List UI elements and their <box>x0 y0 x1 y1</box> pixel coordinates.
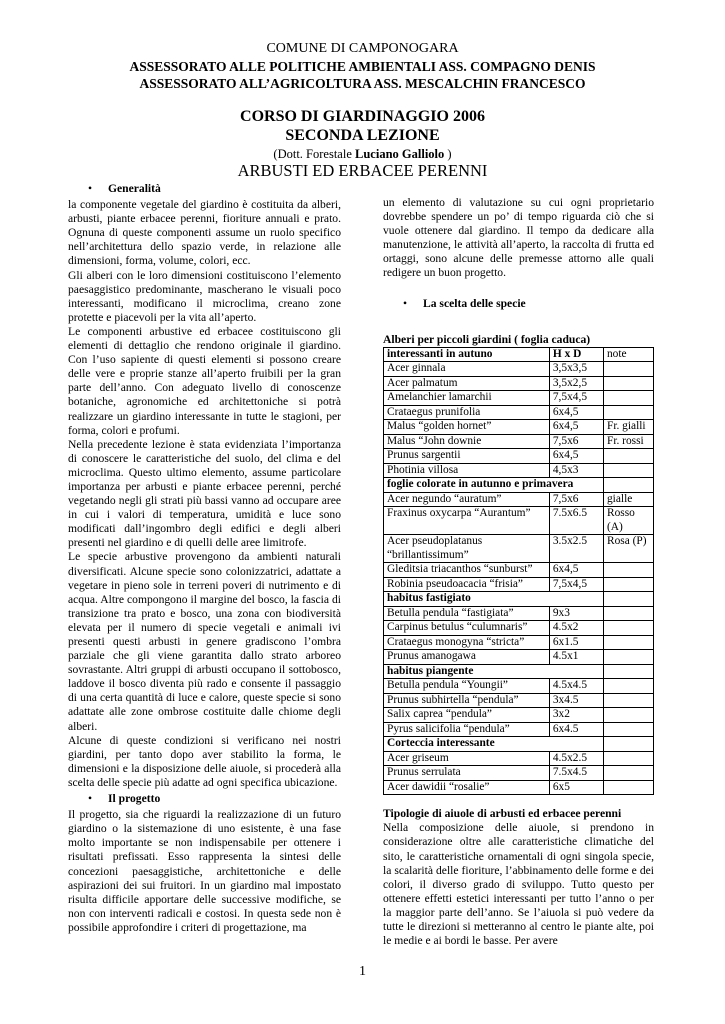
table-row <box>384 507 654 535</box>
table-section-label: habitus fastigiato <box>384 592 604 607</box>
table-cell: 7.5x4.5 <box>549 766 603 781</box>
table-cell: Acer palmatum <box>384 376 550 391</box>
table-row <box>384 693 654 708</box>
table-cell: Acer negundo “auratum” <box>384 492 550 507</box>
table-cell <box>603 635 653 650</box>
paragraph: Alcune di queste condizioni si verificano nei nostri giardini, per tanto dopo aver stabilito la forma, le dimensioni e la disposizione delle aiuole, si procederà alla scelta delle specie più adatte ad ogni specifica ubicazione. <box>68 733 341 789</box>
section-heading-generalita <box>68 182 341 196</box>
course-title: CORSO DI GIARDINAGGIO 2006 <box>240 108 485 125</box>
table-cell: 9x3 <box>549 606 603 621</box>
table-cell: 4.5x1 <box>549 650 603 665</box>
left-column <box>68 180 341 935</box>
table-cell: Photinia villosa <box>384 463 550 478</box>
table-cell: Fraxinus oxycarpa “Aurantum” <box>384 507 550 535</box>
table-cell <box>603 722 653 737</box>
table-cell <box>603 449 653 464</box>
table-cell: 4.5x2 <box>549 621 603 636</box>
table-row <box>384 563 654 578</box>
table-cell: 3x2 <box>549 708 603 723</box>
table-row <box>384 621 654 636</box>
table-cell: 3,5x2,5 <box>549 376 603 391</box>
bullet-icon: • <box>88 182 93 195</box>
table-row <box>384 606 654 621</box>
table-cell: Carpinus betulus “culumnaris” <box>384 621 550 636</box>
table-cell: Fr. gialli <box>603 420 653 435</box>
table-cell: Robinia pseudoacacia “frisia” <box>384 577 550 592</box>
section-heading-progetto <box>68 792 341 806</box>
paragraph: Gli alberi con le loro dimensioni costituiscono l’elemento paesaggistico predominante, mascherano le visuali poco interessanti, modificano il microclima, creano zone protette e piacevoli per la vita all’aperto. <box>68 268 341 324</box>
subsection-title: Tipologie di aiuole di arbusti ed erbacee perenni <box>383 807 622 821</box>
table-cell <box>603 780 653 795</box>
header-office-agriculture: ASSESSORATO ALL’AGRICOLTURA ASS. MESCALCHIN FRANCESCO <box>139 76 586 91</box>
table-row <box>384 420 654 435</box>
table-section-row <box>384 478 654 493</box>
table-cell <box>603 650 653 665</box>
paragraph: Le specie arbustive provengono da ambienti naturali diversificati. Alcune specie sono colonizzatrici, adattate a vegetare in pieno sole in terreni poveri di nutrimento e di acqua. Altre compongono il margine del bosco, la fascia di transizione tra prato e bosco, una zona con biodiversità elevata per il numero di specie vegetali e animali ivi presenti questi arbusti in genere gradiscono l’ombra parziale che gli viene garantita dallo strato arboreo sovrastante. Altri gruppi di arbusti occupano il sottobosco, laddove il bosco diventa più rado e consente il passaggio di una certa quantità di luce e calore, queste specie si sono adattate alle zone ombrose costituite dalle chiome degli alberi. <box>68 550 341 733</box>
paragraph: Nella composizione delle aiuole, si prendono in considerazione oltre alle caratteristiche climatiche del sito, le caratteristiche ornamentali di ogni singola specie, la scalarità delle fioriture, l’abbinamento delle forme e dei colori, il diverso grado di sviluppo. Tutto questo per ottenere effetti estetici interessanti per tutto l’anno o per la maggior parte dell’anno. Se l’aiuola si può vedere da tutte le direzioni si metteranno al centro le piante alte, poi le medie e ai bordi le basse. Per avere <box>383 821 654 948</box>
table-cell: Crataegus monogyna “stricta” <box>384 635 550 650</box>
table-row <box>384 650 654 665</box>
table-cell: Rosso (A) <box>603 507 653 535</box>
table-row <box>384 492 654 507</box>
table-cell: Prunus subhirtella “pendula” <box>384 693 550 708</box>
table-cell: Amelanchier lamarchii <box>384 391 550 406</box>
table-cell <box>603 592 653 607</box>
table-cell: Malus “golden hornet” <box>384 420 550 435</box>
table-header-cell: interessanti in autuno <box>384 347 550 362</box>
lesson-subtitle: ARBUSTI ED ERBACEE PERENNI <box>237 161 488 180</box>
table-row <box>384 535 654 563</box>
bullet-icon: • <box>403 296 408 310</box>
table-cell: Fr. rossi <box>603 434 653 449</box>
table-header-row <box>384 347 654 362</box>
table-cell: 6x4.5 <box>549 722 603 737</box>
table-cell: Betulla pendula “Youngii” <box>384 679 550 694</box>
table-cell: 7,5x6 <box>549 492 603 507</box>
table-row <box>384 780 654 795</box>
right-column <box>383 196 654 948</box>
section-heading-scelta-specie <box>383 297 654 311</box>
author-name: Luciano Galliolo <box>355 147 445 161</box>
table-cell: 7,5x6 <box>549 434 603 449</box>
table-row <box>384 635 654 650</box>
table-row <box>384 577 654 592</box>
table-cell: 7,5x4,5 <box>549 391 603 406</box>
table-cell: 3x4.5 <box>549 693 603 708</box>
table-section-label: foglie colorate in autunno e primavera <box>384 478 604 493</box>
table-cell: Malus “John downie <box>384 434 550 449</box>
paragraph: la componente vegetale del giardino è costituita da alberi, arbusti, piante erbacee perenni, fioriture annuali e prato. Ognuna di queste componenti assume un ruolo specifico nell’architettura dello spazio verde, in relazione alle dimensioni, forma, volume, colori, ecc. <box>68 198 341 268</box>
table-cell: 6x4,5 <box>549 449 603 464</box>
table-cell <box>603 405 653 420</box>
table-row <box>384 405 654 420</box>
table-cell: 3.5x2.5 <box>549 535 603 563</box>
table-header-cell: H x D <box>549 347 603 362</box>
author-line <box>0 147 725 162</box>
table-cell: Acer griseum <box>384 751 550 766</box>
table-section-label: habitus piangente <box>384 664 604 679</box>
table-cell: Acer ginnala <box>384 362 550 377</box>
table-cell <box>603 391 653 406</box>
table-cell <box>603 766 653 781</box>
table-cell: Salix caprea “pendula” <box>384 708 550 723</box>
table-row <box>384 362 654 377</box>
table-cell: 7.5x6.5 <box>549 507 603 535</box>
lesson-title: SECONDA LEZIONE <box>285 127 440 144</box>
table-title: Alberi per piccoli giardini ( foglia caduca) <box>383 332 591 346</box>
table-section-row <box>384 592 654 607</box>
section-heading-label: Generalità <box>108 182 161 195</box>
table-cell: 6x4,5 <box>549 405 603 420</box>
table-cell: Prunus amanogawa <box>384 650 550 665</box>
table-cell: 4,5x3 <box>549 463 603 478</box>
table-cell: Prunus sargentii <box>384 449 550 464</box>
table-cell <box>603 621 653 636</box>
author-prefix: (Dott. Forestale <box>273 147 356 161</box>
table-section-row <box>384 737 654 752</box>
table-row <box>384 766 654 781</box>
page-number: 1 <box>359 964 366 979</box>
table-cell: Crataegus prunifolia <box>384 405 550 420</box>
table-cell: Rosa (P) <box>603 535 653 563</box>
table-cell <box>603 362 653 377</box>
table-cell <box>603 679 653 694</box>
table-row <box>384 463 654 478</box>
table-row <box>384 722 654 737</box>
table-section-label: Corteccia interessante <box>384 737 604 752</box>
table-cell: Gleditsia triacanthos “sunburst” <box>384 563 550 578</box>
section-heading-label: La scelta delle specie <box>423 296 526 310</box>
table-cell: 7,5x4,5 <box>549 577 603 592</box>
species-table <box>383 347 654 796</box>
bullet-icon: • <box>88 792 93 806</box>
table-cell: 3,5x3,5 <box>549 362 603 377</box>
table-cell: Pyrus salicifolia “pendula” <box>384 722 550 737</box>
table-row <box>384 679 654 694</box>
header-municipality: COMUNE DI CAMPONOGARA <box>266 41 459 56</box>
author-suffix: ) <box>444 147 452 161</box>
table-cell: 6x5 <box>549 780 603 795</box>
paragraph: un elemento di valutazione su cui ogni proprietario dovrebbe spendere un po’ di tempo riguarda ciò che si vuole ottenere dal giardino. Il tempo da dedicare alla manutenzione, le attività all’aperto, la raccolta di frutta ed ortaggi, sono alcune delle premesse attorno alle quali redigere un buon progetto. <box>383 196 654 280</box>
table-cell: Prunus serrulata <box>384 766 550 781</box>
table-cell: 4.5x4.5 <box>549 679 603 694</box>
table-cell: 6x1.5 <box>549 635 603 650</box>
table-cell: Acer dawidii “rosalie” <box>384 780 550 795</box>
table-cell <box>603 737 653 752</box>
table-row <box>384 391 654 406</box>
table-cell: 6x4,5 <box>549 420 603 435</box>
header-office-environment: ASSESSORATO ALLE POLITICHE AMBIENTALI ASS. COMPAGNO DENIS <box>129 59 596 74</box>
table-cell: gialle <box>603 492 653 507</box>
table-section-row <box>384 664 654 679</box>
paragraph: Le componenti arbustive ed erbacee costituiscono gli elementi di dettaglio che rendono originale il giardino. Con l’uso sapiente di questi elementi si possono creare delle vere e proprie stanze all’aperto fruibili per la gran parte dell’anno. Con adeguato livello di conoscenze botaniche, agronomiche ed architettoniche si potrà realizzare un giardino interessante in tutte le stagioni, per forma, colori e profumi. <box>68 324 341 437</box>
table-cell <box>603 664 653 679</box>
table-cell: 6x4,5 <box>549 563 603 578</box>
table-row <box>384 751 654 766</box>
table-cell <box>603 478 653 493</box>
table-cell <box>603 563 653 578</box>
table-cell <box>603 708 653 723</box>
table-cell <box>603 463 653 478</box>
paragraph: Nella precedente lezione è stata evidenziata l’importanza di conoscere le caratteristiche del suolo, del clima e del microclima. Questo ultimo elemento, assume particolare importanza per arbusti e piante erbacee perenni, perché vegetando negli gli strati più bassi vanno ad occupare aree in cui i valori di temperatura, umidità e luce sono modificati dall’ingombro degli edifici e degli alberi presenti nel giardino e di quelli delle aree limitrofe. <box>68 437 341 550</box>
table-row <box>384 376 654 391</box>
table-row <box>384 434 654 449</box>
table-header-cell: note <box>603 347 653 362</box>
section-heading-label: Il progetto <box>108 792 161 806</box>
table-cell <box>603 751 653 766</box>
paragraph: Il progetto, sia che riguardi la realizzazione di un futuro giardino o la sistemazione di uno esistente, è una fase molto importante se non indispensabile per ottenere i risultati prefissati. Esso rappresenta la sintesi delle concezioni paesaggistiche, architettoniche e delle aspirazioni dei sui fruitori. In un giardino mal impostato risulta difficile apportare delle successive modifiche, se non con interventi radicali e costosi. In questa sede non è possibile approfondire i criteri di progettazione, ma <box>68 808 341 934</box>
table-cell: Betulla pendula “fastigiata” <box>384 606 550 621</box>
table-row <box>384 449 654 464</box>
table-cell <box>603 693 653 708</box>
table-cell <box>603 376 653 391</box>
table-cell <box>603 577 653 592</box>
table-cell: 4.5x2.5 <box>549 751 603 766</box>
table-row <box>384 708 654 723</box>
table-cell: Acer pseudoplatanus “brillantissimum” <box>384 535 550 563</box>
table-cell <box>603 606 653 621</box>
